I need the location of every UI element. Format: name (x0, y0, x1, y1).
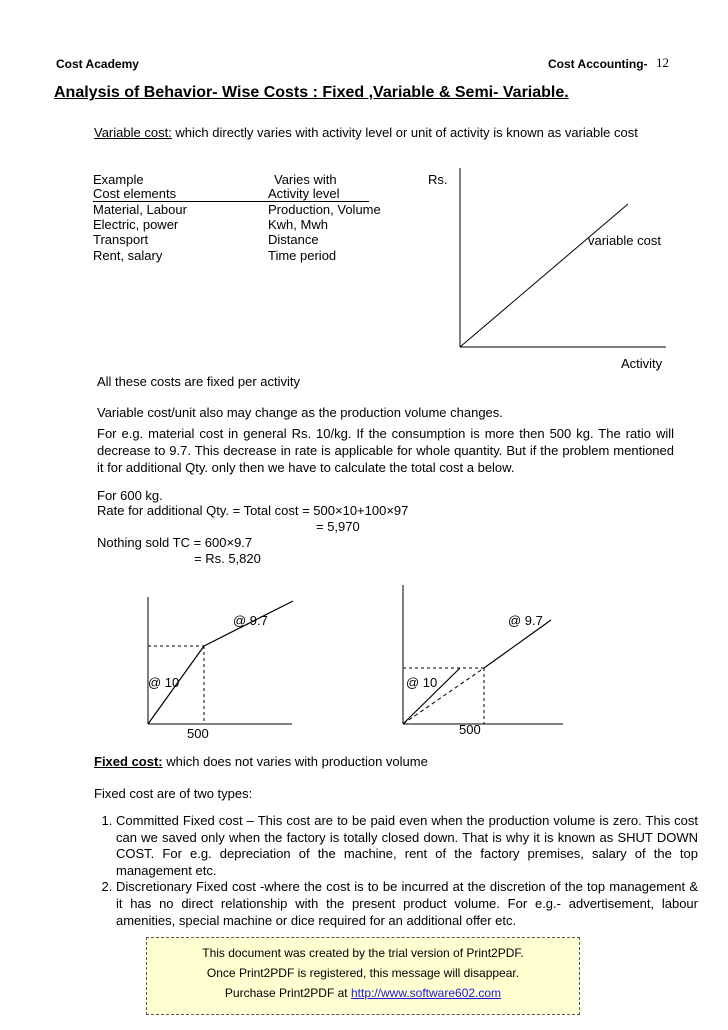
page-number: 12 (656, 55, 669, 70)
table-cell: Material, Labour (93, 202, 187, 217)
fixed-cost-definition (94, 754, 428, 769)
list-item: 1. Committed Fixed cost – This cost are to be paid even when the production volume is zero. This cost can we saved only when the factory is totally closed down. That is why it is known as SHUT DOWN COST. For e.g. depreciation of the machine, rent of the factory premises, salary of the top management etc. (116, 813, 698, 879)
line-label: variable cost (588, 233, 661, 248)
lower-rate-label: @ 10 (406, 675, 438, 690)
table-header-varies: Varies with (274, 172, 337, 187)
upper-rate-label: @ 9.7 (508, 613, 543, 628)
calc-line-3: = 5,970 (316, 519, 360, 534)
calc-line-2: Rate for additional Qty. = Total cost = 500×10+100×97 (97, 503, 409, 518)
upper-rate-label: @ 9.7 (233, 613, 268, 628)
header-right: Cost Accounting- (548, 57, 648, 71)
x-tick-label: 500 (459, 722, 481, 737)
fixed-per-activity-text: All these costs are fixed per activity (97, 374, 301, 389)
variable-cost-label: Variable cost: (94, 125, 172, 140)
list-item: 2. Discretionary Fixed cost -where the cost is to be incurred at the discretion of the top management & it has no direct relationship with the present product volume. For e.g.- advertisement, labour amenities, special machine or dice required for an additional offer etc. (116, 879, 698, 929)
example-paragraph: For e.g. material cost in general Rs. 10/kg. If the consumption is more then 500 kg. The ratio will decrease to 9.7. This decrease in rate is applicable for whole quantity. But if the problem mentioned it for additional Qty. only then we have to calculate the total cost a below. (97, 426, 674, 475)
fixed-cost-types-list (94, 813, 698, 929)
notice-line-3-prefix: Purchase Print2PDF at (224, 986, 351, 1000)
fixed-cost-label: Fixed cost: (94, 754, 163, 769)
table-cell: Time period (268, 248, 337, 263)
table-cell: Cost elements (93, 186, 177, 201)
notice-line-1: This document was created by the trial version of Print2PDF. (202, 946, 524, 960)
fixed-cost-text: which does not varies with production volume (162, 754, 428, 769)
table-cell: Rent, salary (93, 248, 163, 263)
table-cell: Distance (268, 232, 319, 247)
table-header-example: Example (93, 172, 144, 187)
y-axis-label: Rs. (428, 172, 448, 187)
calc-line-1: For 600 kg. (97, 488, 163, 503)
lower-rate-label: @ 10 (148, 675, 180, 690)
table-cell: Activity level (268, 186, 340, 201)
table-cell: Electric, power (93, 217, 179, 232)
trial-notice-box (146, 937, 580, 1015)
calc-line-5: = Rs. 5,820 (194, 551, 261, 566)
variable-cost-text: which directly varies with activity level or unit of activity is known as variable cost (171, 125, 638, 140)
table-cell: Transport (93, 232, 149, 247)
page-title: Analysis of Behavior- Wise Costs : Fixed ,Variable & Semi- Variable. (54, 84, 569, 101)
notice-line-2: Once Print2PDF is registered, this message will disappear. (206, 966, 520, 980)
graph-left (148, 597, 293, 741)
graph-right (403, 585, 563, 737)
per-unit-change-text: Variable cost/unit also may change as the production volume changes. (97, 405, 503, 420)
x-axis-label: Activity (621, 356, 663, 371)
calc-line-4: Nothing sold TC = 600×9.7 (97, 535, 253, 550)
table-cell: Production, Volume (268, 202, 381, 217)
header-left: Cost Academy (56, 57, 139, 71)
software602-link[interactable]: http://www.software602.com (350, 986, 502, 1000)
fixed-types-intro: Fixed cost are of two types: (94, 786, 253, 801)
notice-line-3 (147, 986, 579, 1000)
table-cell: Kwh, Mwh (268, 217, 328, 232)
x-tick-label: 500 (187, 726, 209, 741)
